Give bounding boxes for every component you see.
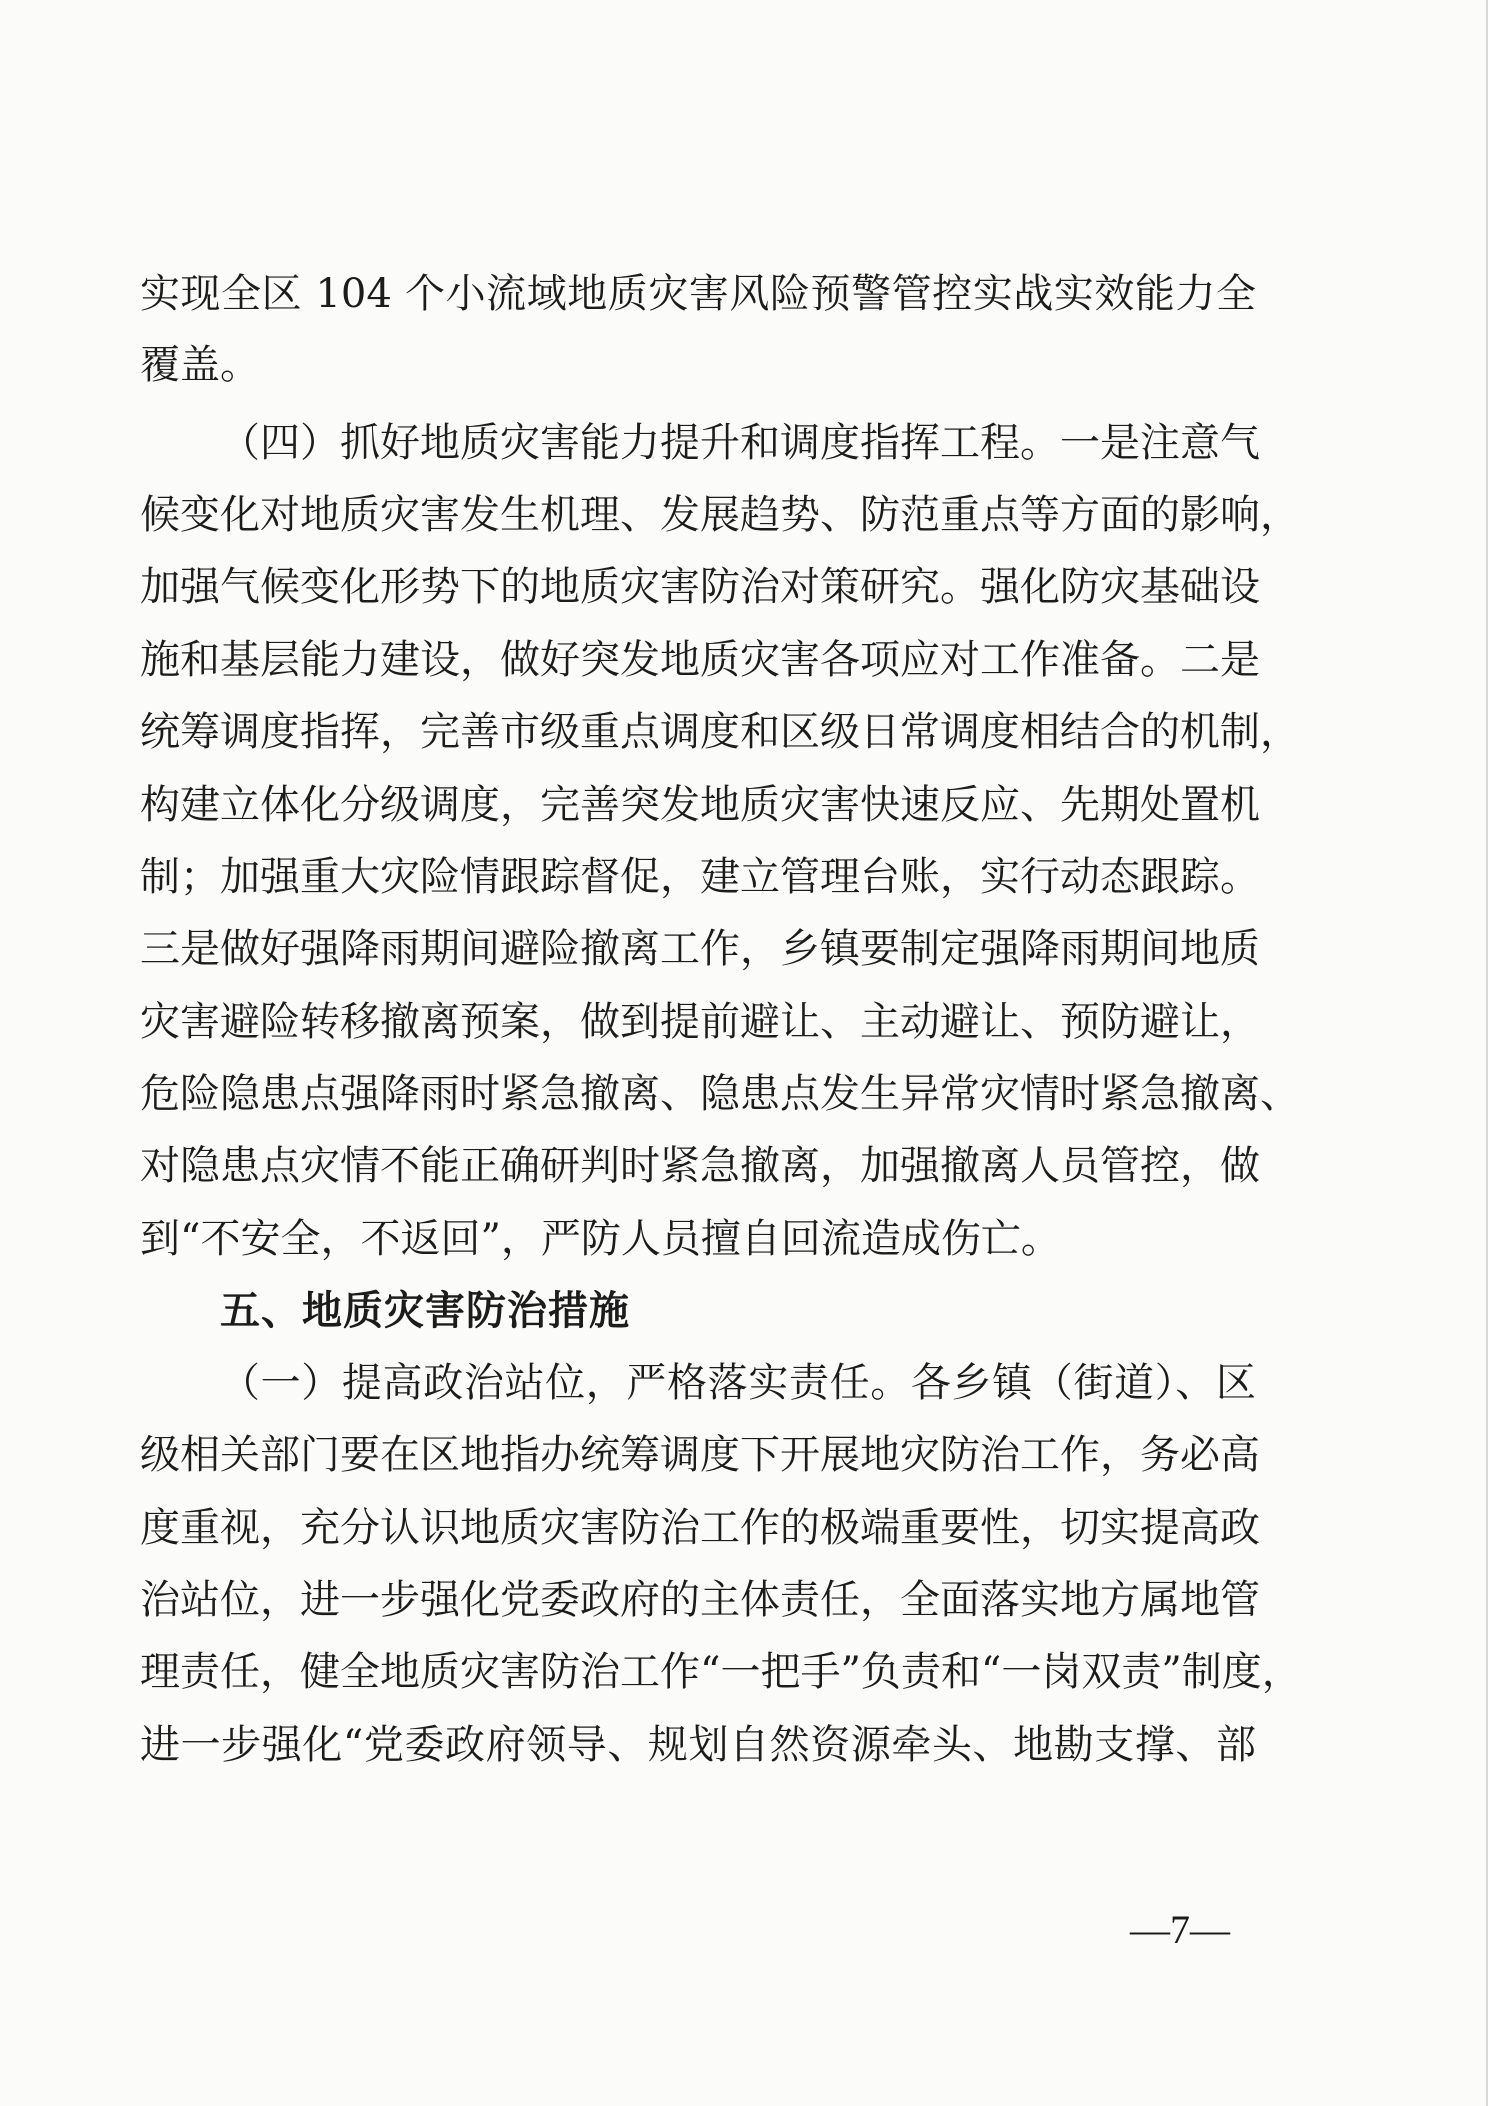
body-line: 构建立体化分级调度，完善突发地质灾害快速反应、先期处置机 <box>140 782 1260 828</box>
body-line: 治站位，进一步强化党委政府的主体责任，全面落实地方属地管 <box>140 1577 1260 1623</box>
body-line: 候变化对地质灾害发生机理、发展趋势、防范重点等方面的影响， <box>140 492 1300 538</box>
body-line: 到“不安全，不返回”，严防人员擅自回流造成伤亡。 <box>140 1216 1061 1262</box>
body-line: 级相关部门要在区地指办统筹调度下开展地灾防治工作，务必高 <box>140 1432 1260 1478</box>
body-line: 制；加强重大灾险情跟踪督促，建立管理台账，实行动态跟踪。 <box>140 854 1260 900</box>
body-line: 度重视，充分认识地质灾害防治工作的极端重要性，切实提高政 <box>140 1505 1260 1551</box>
section-heading: 五、地质灾害防治措施 <box>220 1288 630 1334</box>
paragraph-4-first-line: （四）抓好地质灾害能力提升和调度指挥工程。一是注意气 <box>220 420 1260 466</box>
body-line: 覆盖。 <box>140 342 260 388</box>
body-line: 灾害避险转移撤离预案，做到提前避让、主动避让、预防避让， <box>140 999 1260 1045</box>
paragraph-5-1-first-line: （一）提高政治站位，严格落实责任。各乡镇（街道）、区 <box>220 1360 1256 1406</box>
body-line: 加强气候变化形势下的地质灾害防治对策研究。强化防灾基础设 <box>140 564 1260 610</box>
body-line: 施和基层能力建设，做好突发地质灾害各项应对工作准备。二是 <box>140 637 1260 683</box>
body-line: 危险隐患点强降雨时紧急撤离、隐患点发生异常灾情时紧急撤离、 <box>140 1071 1300 1117</box>
page-number: —7— <box>1130 1907 1230 1952</box>
body-line: 对隐患点灾情不能正确研判时紧急撤离，加强撤离人员管控，做 <box>140 1143 1260 1189</box>
body-line: 理责任，健全地质灾害防治工作“一把手”负责和“一岗双责”制度， <box>140 1649 1302 1695</box>
body-line: 三是做好强降雨期间避险撤离工作，乡镇要制定强降雨期间地质 <box>140 926 1260 972</box>
body-line: 进一步强化“党委政府领导、规划自然资源牵头、地勘支撑、部 <box>140 1722 1256 1768</box>
body-line: 实现全区 104 个小流域地质灾害风险预警管控实战实效能力全 <box>140 271 1256 317</box>
body-line: 统筹调度指挥，完善市级重点调度和区级日常调度相结合的机制， <box>140 709 1300 755</box>
